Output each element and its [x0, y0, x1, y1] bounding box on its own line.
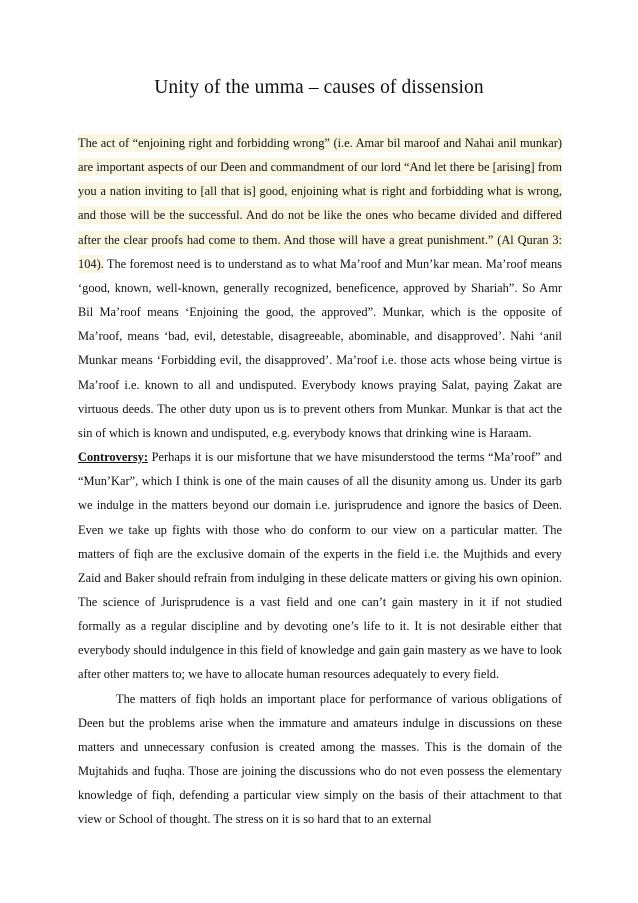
highlighted-quote: The act of “enjoining right and forbidding wrong” (i.e. Amar bil maroof and Nahai anil munkar) are important aspects of our Deen and commandment of our lord “And let there be [arising] from you a nation inviting to [all that is] good, enjoining what is right and forbidding what is wrong, and those will be the successful. And do not be like the ones who became divided and differed after the clear proofs had come to them. And those will have a great punishment.” (Al Quran 3: 104). [78, 136, 562, 271]
paragraph-1 [78, 131, 562, 445]
document-title: Unity of the umma – causes of dissension [154, 77, 484, 98]
paragraph-2-text: Perhaps it is our misfortune that we have misunderstood the terms “Ma’roof” and “Mun’Kar”, which I think is one of the main causes of all the disunity among us. Under its garb we indulge in the matters beyond our domain i.e. jurisprudence and ignore the basics of Deen. Even we take up fights with those who do conform to our view on a particular matter. The matters of fiqh are the exclusive domain of the experts in the field i.e. the Mujthids and every Zaid and Baker should refrain from indulging in these delicate matters or giving his own opinion. The science of Jurisprudence is a vast field and one can’t gain mastery in it if not studied formally as a regular discipline and by devoting one’s life to it. It is not desirable either that everybody should indulgence in this field of knowledge and gain gain mastery as we have to look after other matters to; we have to allocate human resources adequately to every field. [78, 450, 562, 682]
paragraph-3 [78, 687, 562, 832]
controversy-heading: Controversy: [78, 450, 148, 465]
document-body [78, 131, 562, 832]
paragraph-1-text: The foremost need is to understand as to what Ma’roof and Mun’kar mean. Ma’roof means ‘good, known, well-known, generally recognized, beneficence, approved by Shariah”. So Amr Bil Ma’roof means ‘Enjoining the good, the approved”. Munkar, which is the opposite of Ma’roof, means ‘bad, evil, detestable, disagreeable, abominable, and disapproved’. Nahi ‘anil Munkar means ‘Forbidding evil, the disapproved’. Ma’roof i.e. those acts whose being virtue is Ma’roof i.e. known to all and undisputed. Everybody knows praying Salat, paying Zakat are virtuous deeds. The other duty upon us is to prevent others from Munkar. Munkar is that act the sin of which is known and undisputed, e.g. everybody knows that drinking wine is Haraam. [78, 256, 562, 440]
paragraph-2 [78, 445, 562, 687]
paragraph-3-text: The matters of fiqh holds an important place for performance of various obligations of Deen but the problems arise when the immature and amateurs indulge in discussions on these matters and unnecessary confusion is created among the masses. This is the domain of the Mujtahids and fuqha. Those are joining the discussions who do not even possess the elementary knowledge of fiqh, defending a particular view simply on the basis of their attachment to that view or School of thought. The stress on it is so hard that to an external [78, 691, 562, 827]
